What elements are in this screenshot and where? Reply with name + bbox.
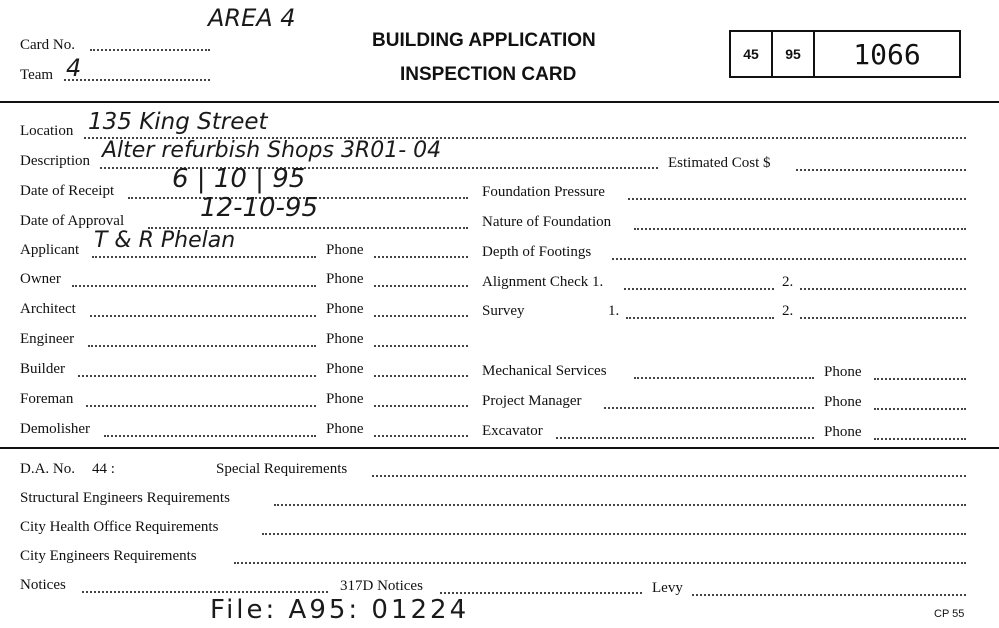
notices-dots — [82, 591, 328, 593]
applicant-value: T & R Phelan — [94, 228, 236, 253]
da-no-value: 44 : — [92, 461, 115, 477]
date-of-receipt-label: Date of Receipt — [20, 183, 115, 199]
project-manager-label: Project Manager — [482, 393, 582, 409]
depth-of-footings-label: Depth of Footings — [482, 244, 592, 260]
excavator-label: Excavator — [482, 423, 543, 439]
foundation-pressure-label: Foundation Pressure — [482, 184, 605, 200]
area-note: AREA 4 — [208, 4, 296, 32]
survey-label: Survey — [482, 303, 525, 319]
phone-label: Phone — [326, 391, 364, 407]
da-no-label: D.A. No. — [20, 461, 75, 477]
alignment-check-1-dots — [624, 288, 774, 290]
phone-dots — [374, 256, 468, 258]
phone-label: Phone — [326, 271, 364, 287]
owner-dots — [72, 285, 316, 287]
phone-dots — [374, 375, 468, 377]
phone-dots — [374, 405, 468, 407]
notices-317d-label: 317D Notices — [340, 578, 423, 594]
levy-dots — [692, 594, 966, 596]
header-rule — [0, 101, 999, 103]
demolisher-dots — [104, 435, 316, 437]
foreman-label: Foreman — [20, 391, 74, 407]
owner-label: Owner — [20, 271, 61, 287]
mechanical-services-label: Mechanical Services — [482, 363, 607, 379]
engineer-dots — [88, 345, 316, 347]
survey-1-dots — [626, 317, 774, 319]
survey-2-dots — [800, 317, 966, 319]
description-value: Alter refurbish Shops 3R01- 04 — [102, 138, 442, 163]
team-label: Team — [20, 67, 54, 83]
section-rule — [0, 447, 999, 449]
special-requirements-dots — [372, 475, 966, 477]
file-note: File: A95: 01224 — [210, 595, 470, 625]
mechanical-services-dots — [634, 377, 814, 379]
estimated-cost-label: Estimated Cost $ — [668, 155, 771, 171]
project-manager-dots — [604, 407, 814, 409]
card-no-dots — [90, 49, 210, 51]
card-no-label: Card No. — [20, 37, 75, 53]
depth-of-footings-dots — [612, 258, 966, 260]
survey-1-label: 1. — [608, 303, 620, 319]
alignment-check-2-dots — [800, 288, 966, 290]
notices-317d-dots — [440, 592, 642, 594]
foreman-dots — [86, 405, 316, 407]
city-engineers-dots — [234, 562, 966, 564]
engineer-label: Engineer — [20, 331, 75, 347]
builder-label: Builder — [20, 361, 65, 377]
levy-label: Levy — [652, 580, 683, 596]
team-value: 4 — [66, 54, 82, 82]
phone-dots — [874, 378, 966, 380]
phone-label: Phone — [824, 394, 862, 410]
city-health-label: City Health Office Requirements — [20, 519, 219, 535]
phone-dots — [374, 285, 468, 287]
city-engineers-label: City Engineers Requirements — [20, 548, 197, 564]
estimated-cost-dots — [796, 169, 966, 171]
cp-code: CP 55 — [934, 608, 965, 620]
phone-label: Phone — [326, 301, 364, 317]
location-value: 135 King Street — [88, 109, 268, 135]
alignment-check-2-label: 2. — [782, 274, 794, 290]
date-of-receipt-value: 6 | 10 | 95 — [172, 164, 306, 194]
builder-dots — [78, 375, 316, 377]
ref-year: 95 — [785, 46, 801, 62]
phone-dots — [374, 435, 468, 437]
description-label: Description — [20, 153, 90, 169]
alignment-check-label: Alignment Check 1. — [482, 274, 604, 290]
foundation-pressure-dots — [628, 198, 966, 200]
reference-box — [729, 30, 961, 78]
phone-dots — [374, 345, 468, 347]
applicant-label: Applicant — [20, 242, 80, 258]
phone-label: Phone — [824, 364, 862, 380]
structural-engineers-dots — [274, 504, 966, 506]
phone-dots — [374, 315, 468, 317]
applicant-dots — [92, 256, 316, 258]
city-health-dots — [262, 533, 966, 535]
demolisher-label: Demolisher — [20, 421, 90, 437]
form-title-line2: INSPECTION CARD — [400, 64, 577, 85]
team-dots — [64, 79, 210, 81]
form-title-line1: BUILDING APPLICATION — [372, 30, 596, 51]
phone-label: Phone — [326, 242, 364, 258]
nature-of-foundation-dots — [634, 228, 966, 230]
phone-label: Phone — [326, 361, 364, 377]
phone-label: Phone — [326, 421, 364, 437]
survey-2-label: 2. — [782, 303, 794, 319]
date-of-approval-label: Date of Approval — [20, 213, 125, 229]
architect-dots — [90, 315, 316, 317]
nature-of-foundation-label: Nature of Foundation — [482, 214, 612, 230]
phone-label: Phone — [326, 331, 364, 347]
ref-number: 1066 — [853, 37, 921, 71]
notices-label: Notices — [20, 577, 66, 593]
special-requirements-label: Special Requirements — [216, 461, 348, 477]
phone-dots — [874, 438, 966, 440]
date-of-approval-value: 12-10-95 — [200, 193, 319, 223]
location-label: Location — [20, 123, 74, 139]
excavator-dots — [556, 437, 814, 439]
structural-engineers-label: Structural Engineers Requirements — [20, 490, 230, 506]
ref-area: 45 — [743, 46, 759, 62]
architect-label: Architect — [20, 301, 76, 317]
phone-dots — [874, 408, 966, 410]
phone-label: Phone — [824, 424, 862, 440]
